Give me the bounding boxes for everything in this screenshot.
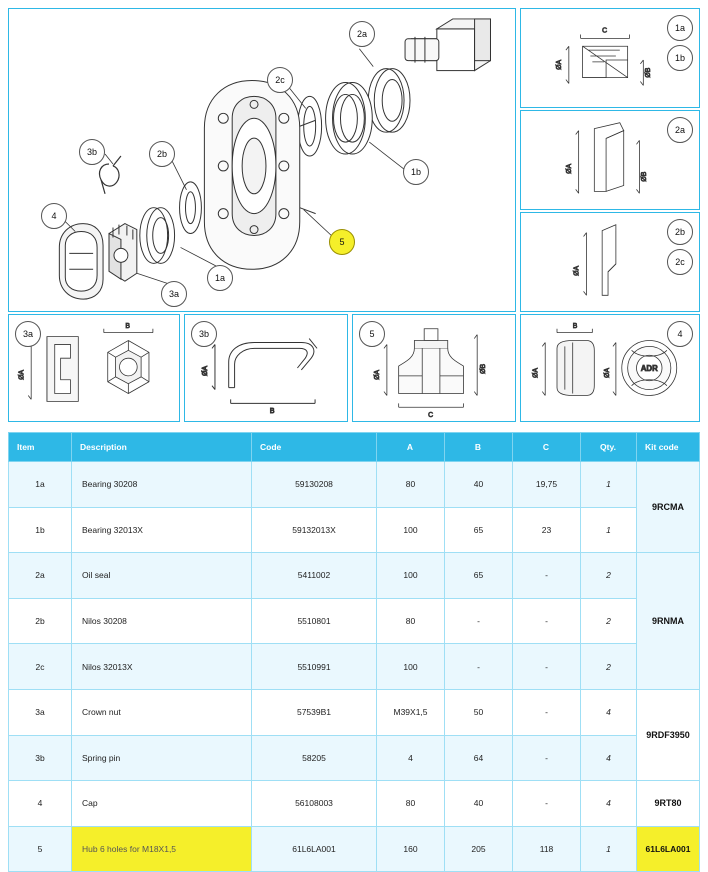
cell-item: 2a (9, 553, 72, 599)
header-qty: Qty. (581, 433, 637, 462)
callout-1a: 1a (207, 265, 233, 291)
detail-panel-cap (520, 314, 700, 422)
cell-c: - (513, 781, 581, 827)
detail-panel-hub (352, 314, 516, 422)
header-item: Item (9, 433, 72, 462)
cell-code: 61L6LA001 (252, 826, 377, 872)
detail-panel-nilos (520, 212, 700, 312)
cell-c: - (513, 644, 581, 690)
cell-b: - (445, 598, 513, 644)
svg-text:ØA: ØA (202, 365, 210, 376)
cell-description: Bearing 32013X (72, 507, 252, 553)
table-row (9, 689, 700, 735)
svg-text:ØA: ØA (18, 369, 26, 380)
cell-a: 100 (377, 553, 445, 599)
cell-description: Oil seal (72, 553, 252, 599)
callout-5: 5 (329, 229, 355, 255)
svg-text:ØA: ØA (532, 367, 540, 378)
cell-code: 59130208 (252, 462, 377, 508)
cell-qty: 2 (581, 553, 637, 599)
cell-item: 3b (9, 735, 72, 781)
svg-text:ØA: ØA (374, 369, 382, 380)
cell-kit: 9RDF3950 (637, 689, 700, 780)
callout-3b: 3b (79, 139, 105, 165)
cell-c: 23 (513, 507, 581, 553)
table-row-highlighted (9, 826, 700, 872)
svg-text:B: B (125, 322, 130, 330)
svg-text:ØA: ØA (573, 265, 581, 276)
cell-qty: 1 (581, 462, 637, 508)
callout-detail-5: 5 (359, 321, 385, 347)
cell-a: 80 (377, 598, 445, 644)
table-row (9, 781, 700, 827)
cell-c: - (513, 598, 581, 644)
cell-code: 56108003 (252, 781, 377, 827)
callout-detail-3a: 3a (15, 321, 41, 347)
cell-b: 205 (445, 826, 513, 872)
svg-text:ØA: ØA (604, 367, 612, 378)
cell-kit: 9RCMA (637, 462, 700, 553)
svg-text:ØA: ØA (556, 59, 563, 70)
cell-item: 5 (9, 826, 72, 872)
callout-1b: 1b (403, 159, 429, 185)
svg-text:ØA: ØA (565, 163, 573, 174)
callout-2a: 2a (349, 21, 375, 47)
cell-description: Cap (72, 781, 252, 827)
callout-detail-1b: 1b (667, 45, 693, 71)
callout-detail-2b: 2b (667, 219, 693, 245)
callout-detail-2c: 2c (667, 249, 693, 275)
cell-b: 40 (445, 781, 513, 827)
cell-description: Nilos 32013X (72, 644, 252, 690)
svg-text:B: B (269, 408, 275, 416)
cell-a: M39X1,5 (377, 689, 445, 735)
detail-panel-bearing (520, 8, 700, 108)
cell-qty: 1 (581, 507, 637, 553)
cell-description: Spring pin (72, 735, 252, 781)
table-row (9, 507, 700, 553)
cell-a: 100 (377, 644, 445, 690)
cell-qty: 1 (581, 826, 637, 872)
cell-code: 57539B1 (252, 689, 377, 735)
callout-2b: 2b (149, 141, 175, 167)
cell-a: 100 (377, 507, 445, 553)
detail-panel-crown-nut (8, 314, 180, 422)
cell-a: 80 (377, 781, 445, 827)
callout-detail-3b: 3b (191, 321, 217, 347)
callout-detail-1a: 1a (667, 15, 693, 41)
cell-item: 2c (9, 644, 72, 690)
parts-table (8, 432, 700, 872)
cell-item: 2b (9, 598, 72, 644)
cell-item: 1a (9, 462, 72, 508)
svg-text:C: C (602, 27, 608, 35)
cell-c: 19,75 (513, 462, 581, 508)
header-description: Description (72, 433, 252, 462)
cell-description: Nilos 30208 (72, 598, 252, 644)
header-code: Code (252, 433, 377, 462)
cell-item: 3a (9, 689, 72, 735)
callout-4: 4 (41, 203, 67, 229)
table-row (9, 598, 700, 644)
cell-code: 59132013X (252, 507, 377, 553)
cell-a: 80 (377, 462, 445, 508)
svg-text:ADR: ADR (640, 363, 658, 373)
cell-kit: 61L6LA001 (637, 826, 700, 872)
header-a: A (377, 433, 445, 462)
cell-item: 4 (9, 781, 72, 827)
cell-item: 1b (9, 507, 72, 553)
cell-qty: 2 (581, 644, 637, 690)
header-b: B (445, 433, 513, 462)
table-row (9, 553, 700, 599)
cell-qty: 4 (581, 781, 637, 827)
cell-c: - (513, 689, 581, 735)
cell-a: 4 (377, 735, 445, 781)
cell-c: 118 (513, 826, 581, 872)
callout-3a: 3a (161, 281, 187, 307)
detail-panel-oil-seal (520, 110, 700, 210)
cell-code: 5411002 (252, 553, 377, 599)
cell-a: 160 (377, 826, 445, 872)
table-row (9, 644, 700, 690)
cell-code: 5510991 (252, 644, 377, 690)
table-header-row (9, 433, 700, 462)
header-c: C (513, 433, 581, 462)
cell-c: - (513, 553, 581, 599)
cell-description: Bearing 30208 (72, 462, 252, 508)
cell-qty: 4 (581, 735, 637, 781)
cell-kit: 9RT80 (637, 781, 700, 827)
cell-description: Crown nut (72, 689, 252, 735)
cell-c: - (513, 735, 581, 781)
cell-b: 64 (445, 735, 513, 781)
svg-text:ØB: ØB (645, 67, 653, 78)
table-row (9, 462, 700, 508)
callout-2c: 2c (267, 67, 293, 93)
detail-panel-spring-pin (184, 314, 348, 422)
table-row (9, 735, 700, 781)
header-kit-code: Kit code (637, 433, 700, 462)
cell-b: 40 (445, 462, 513, 508)
svg-text:C: C (428, 412, 434, 420)
cell-b: 65 (445, 507, 513, 553)
cell-b: 65 (445, 553, 513, 599)
cell-kit: 9RNMA (637, 553, 700, 690)
callout-detail-4: 4 (667, 321, 693, 347)
svg-text:ØB: ØB (641, 171, 649, 182)
cell-b: - (445, 644, 513, 690)
exploded-view-panel (8, 8, 516, 312)
parts-table-container (8, 432, 700, 855)
cell-code: 58205 (252, 735, 377, 781)
cell-b: 50 (445, 689, 513, 735)
cell-description: Hub 6 holes for M18X1,5 (72, 826, 252, 872)
cell-qty: 4 (581, 689, 637, 735)
callout-detail-2a: 2a (667, 117, 693, 143)
cell-code: 5510801 (252, 598, 377, 644)
cell-qty: 2 (581, 598, 637, 644)
svg-text:B: B (572, 322, 578, 330)
svg-text:ØB: ØB (480, 363, 488, 374)
